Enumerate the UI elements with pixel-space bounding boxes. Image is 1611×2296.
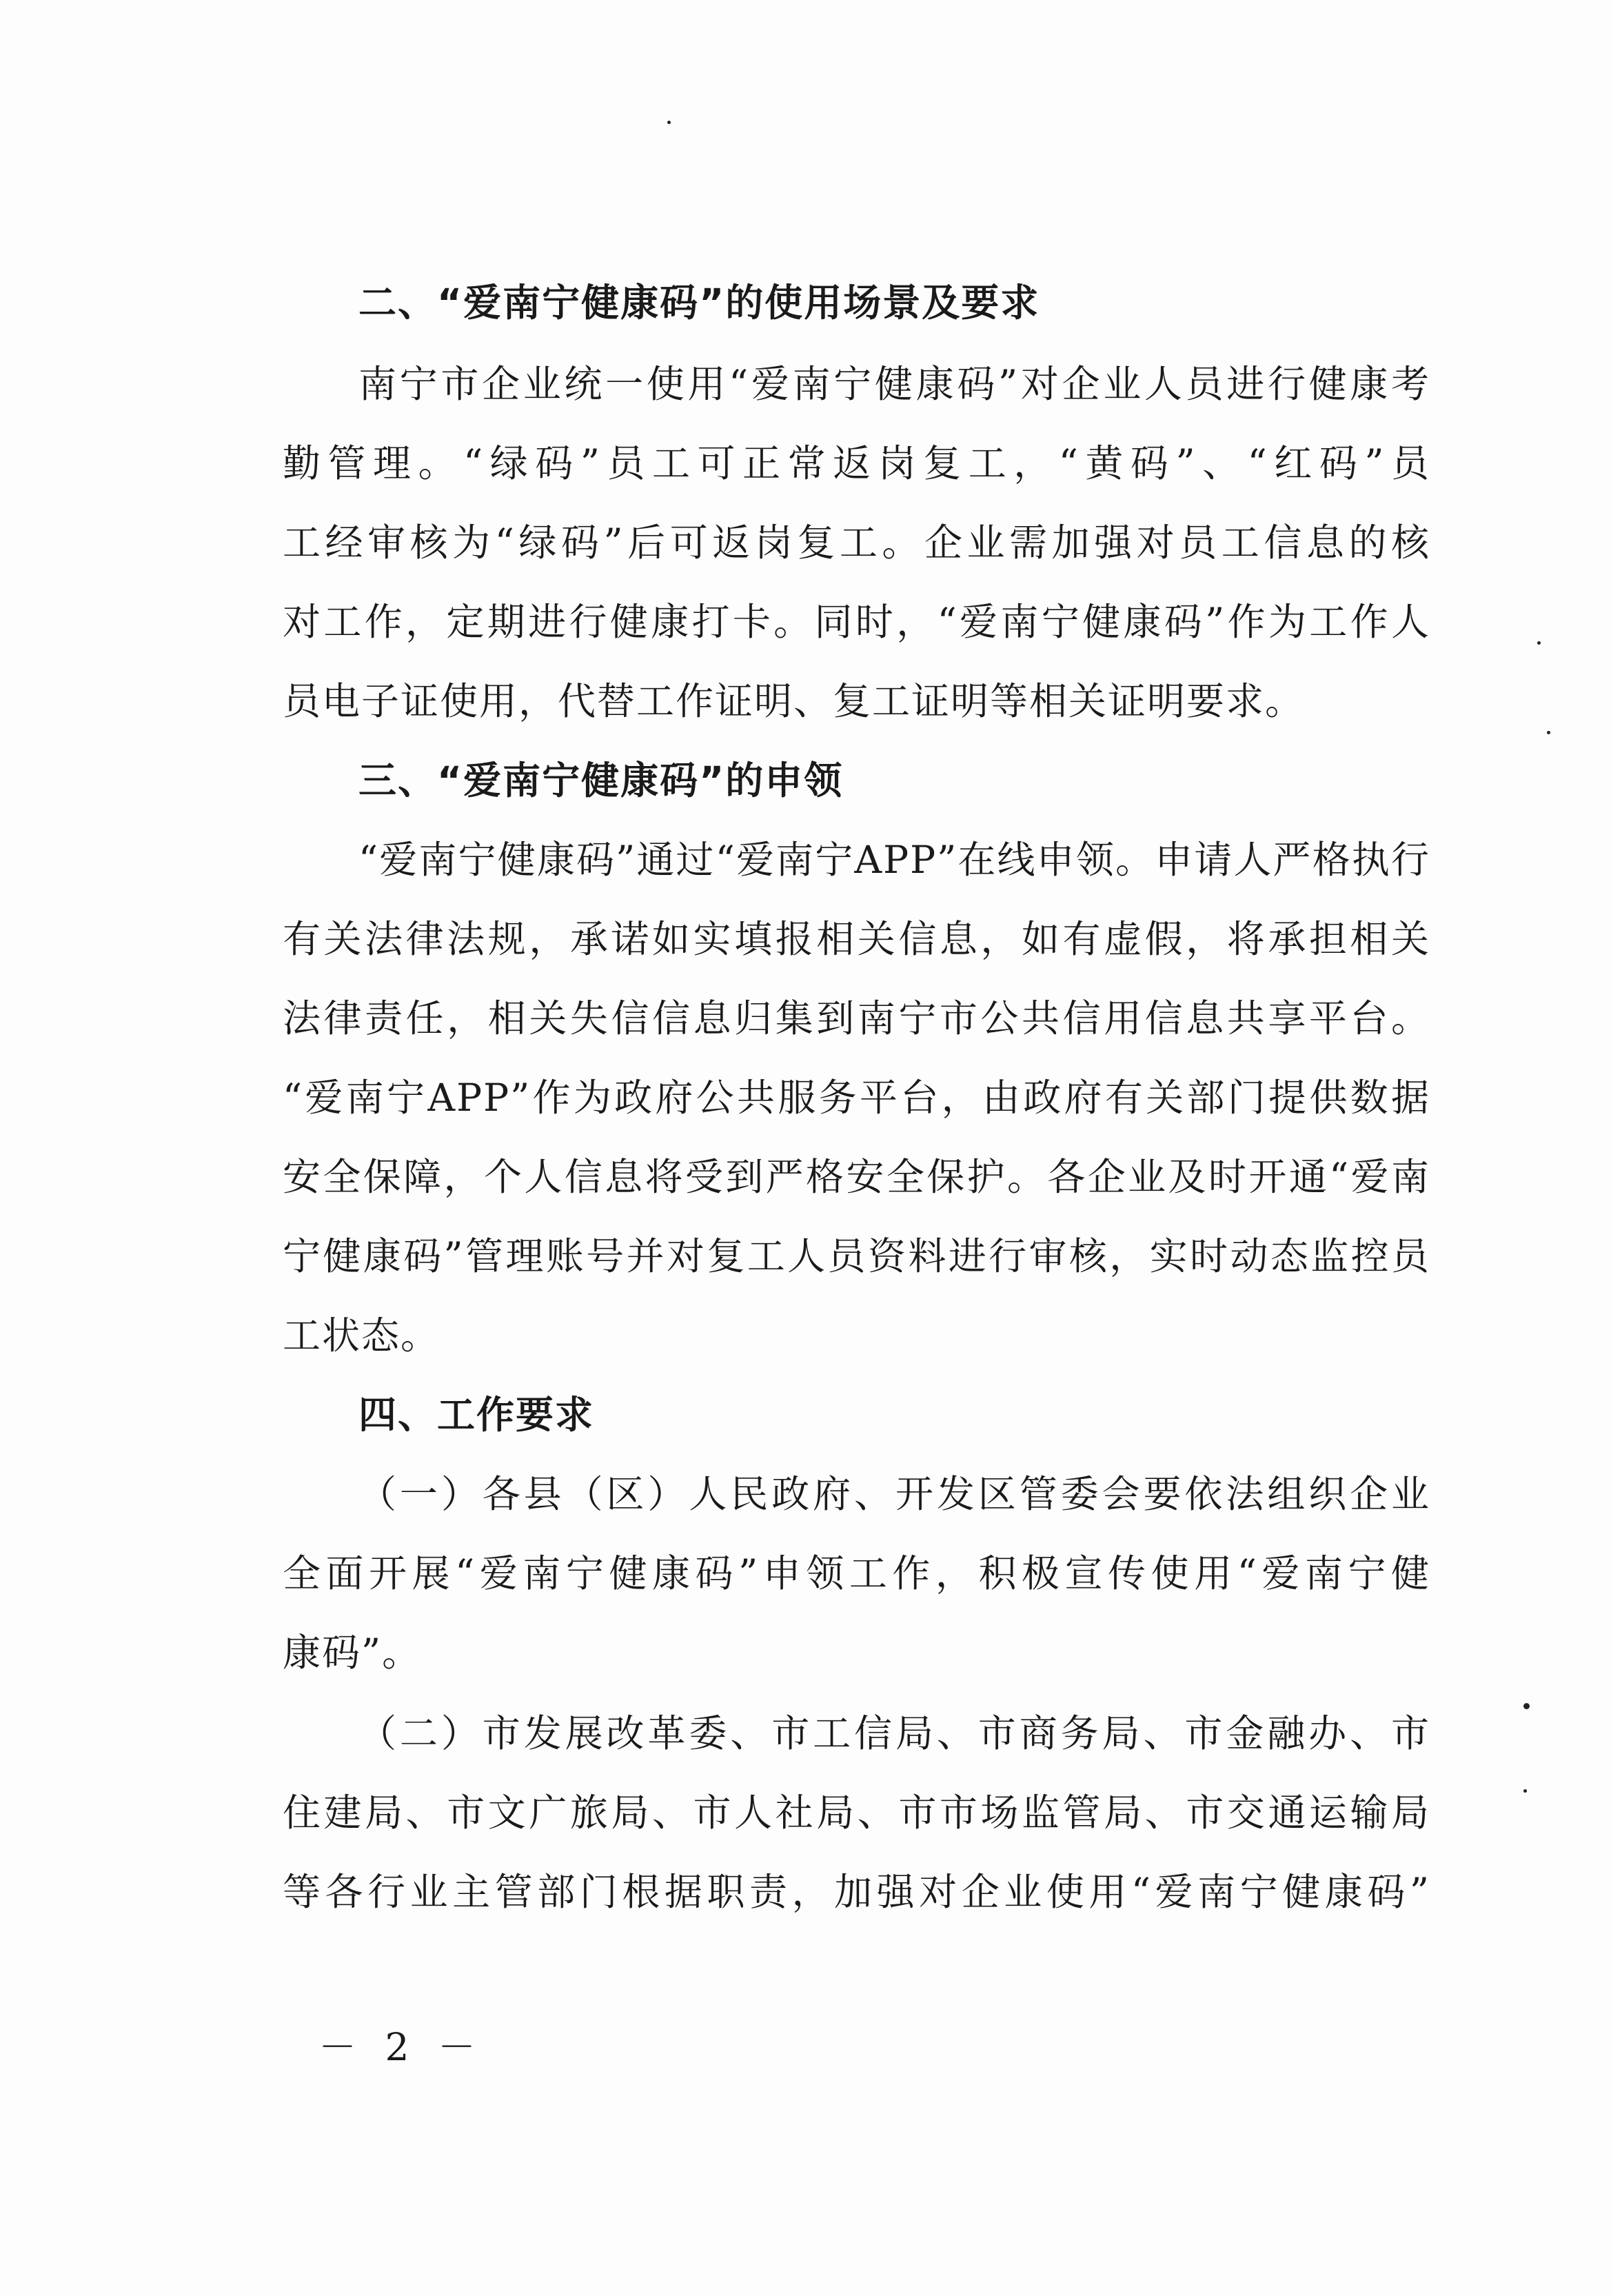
paragraph-line: 法律责任，相关失信信息归集到南宁市公共信用信息共享平台。 (283, 996, 1430, 1040)
page-number: － 2 － (318, 2025, 484, 2069)
paragraph-line: 等各行业主管部门根据职责，加强对企业使用“爱南宁健康码” (283, 1870, 1430, 1914)
section-heading-4: 四、工作要求 (358, 1393, 595, 1437)
scan-speck (1523, 1703, 1530, 1709)
paragraph-line: 有关法律法规，承诺如实填报相关信息，如有虚假，将承担相关 (283, 917, 1430, 961)
paragraph-line: 对工作，定期进行健康打卡。同时，“爱南宁健康码”作为工作人 (283, 600, 1430, 644)
paragraph-line: 员电子证使用，代替工作证明、复工证明等相关证明要求。 (283, 679, 1305, 723)
paragraph-line: 勤管理。“绿码”员工可正常返岗复工，“黄码”、“红码”员 (283, 441, 1430, 485)
paragraph-line: 住建局、市文广旅局、市人社局、市市场监管局、市交通运输局 (283, 1791, 1430, 1835)
paragraph-line: 工经审核为“绿码”后可返岗复工。企业需加强对员工信息的核 (283, 521, 1430, 565)
paragraph-line: 南宁市企业统一使用“爱南宁健康码”对企业人员进行健康考 (358, 362, 1430, 406)
paragraph-line: “爱南宁APP”作为政府公共服务平台，由政府有关部门提供数据 (283, 1076, 1430, 1120)
section-heading-2: 二、“爱南宁健康码”的使用场景及要求 (358, 281, 1040, 325)
paragraph-line: “爱南宁健康码”通过“爱南宁APP”在线申领。申请人严格执行 (358, 838, 1430, 882)
paragraph-line: （一）各县（区）人民政府、开发区管委会要依法组织企业 (358, 1472, 1430, 1516)
section-heading-3: 三、“爱南宁健康码”的申领 (358, 758, 844, 803)
paragraph-line: （二）市发展改革委、市工信局、市商务局、市金融办、市 (358, 1711, 1430, 1755)
paragraph-line: 安全保障，个人信息将受到严格安全保护。各企业及时开通“爱南 (283, 1155, 1430, 1199)
paragraph-line: 康码”。 (283, 1631, 422, 1675)
scan-speck (1523, 1789, 1527, 1793)
paragraph-line: 工状态。 (283, 1313, 440, 1358)
paragraph-line: 宁健康码”管理账号并对复工人员资料进行审核，实时动态监控员 (283, 1234, 1430, 1278)
scan-speck (667, 121, 671, 124)
paragraph-line: 全面开展“爱南宁健康码”申领工作，积极宣传使用“爱南宁健 (283, 1551, 1430, 1595)
scan-speck (1537, 641, 1541, 645)
scan-speck (1547, 731, 1550, 734)
